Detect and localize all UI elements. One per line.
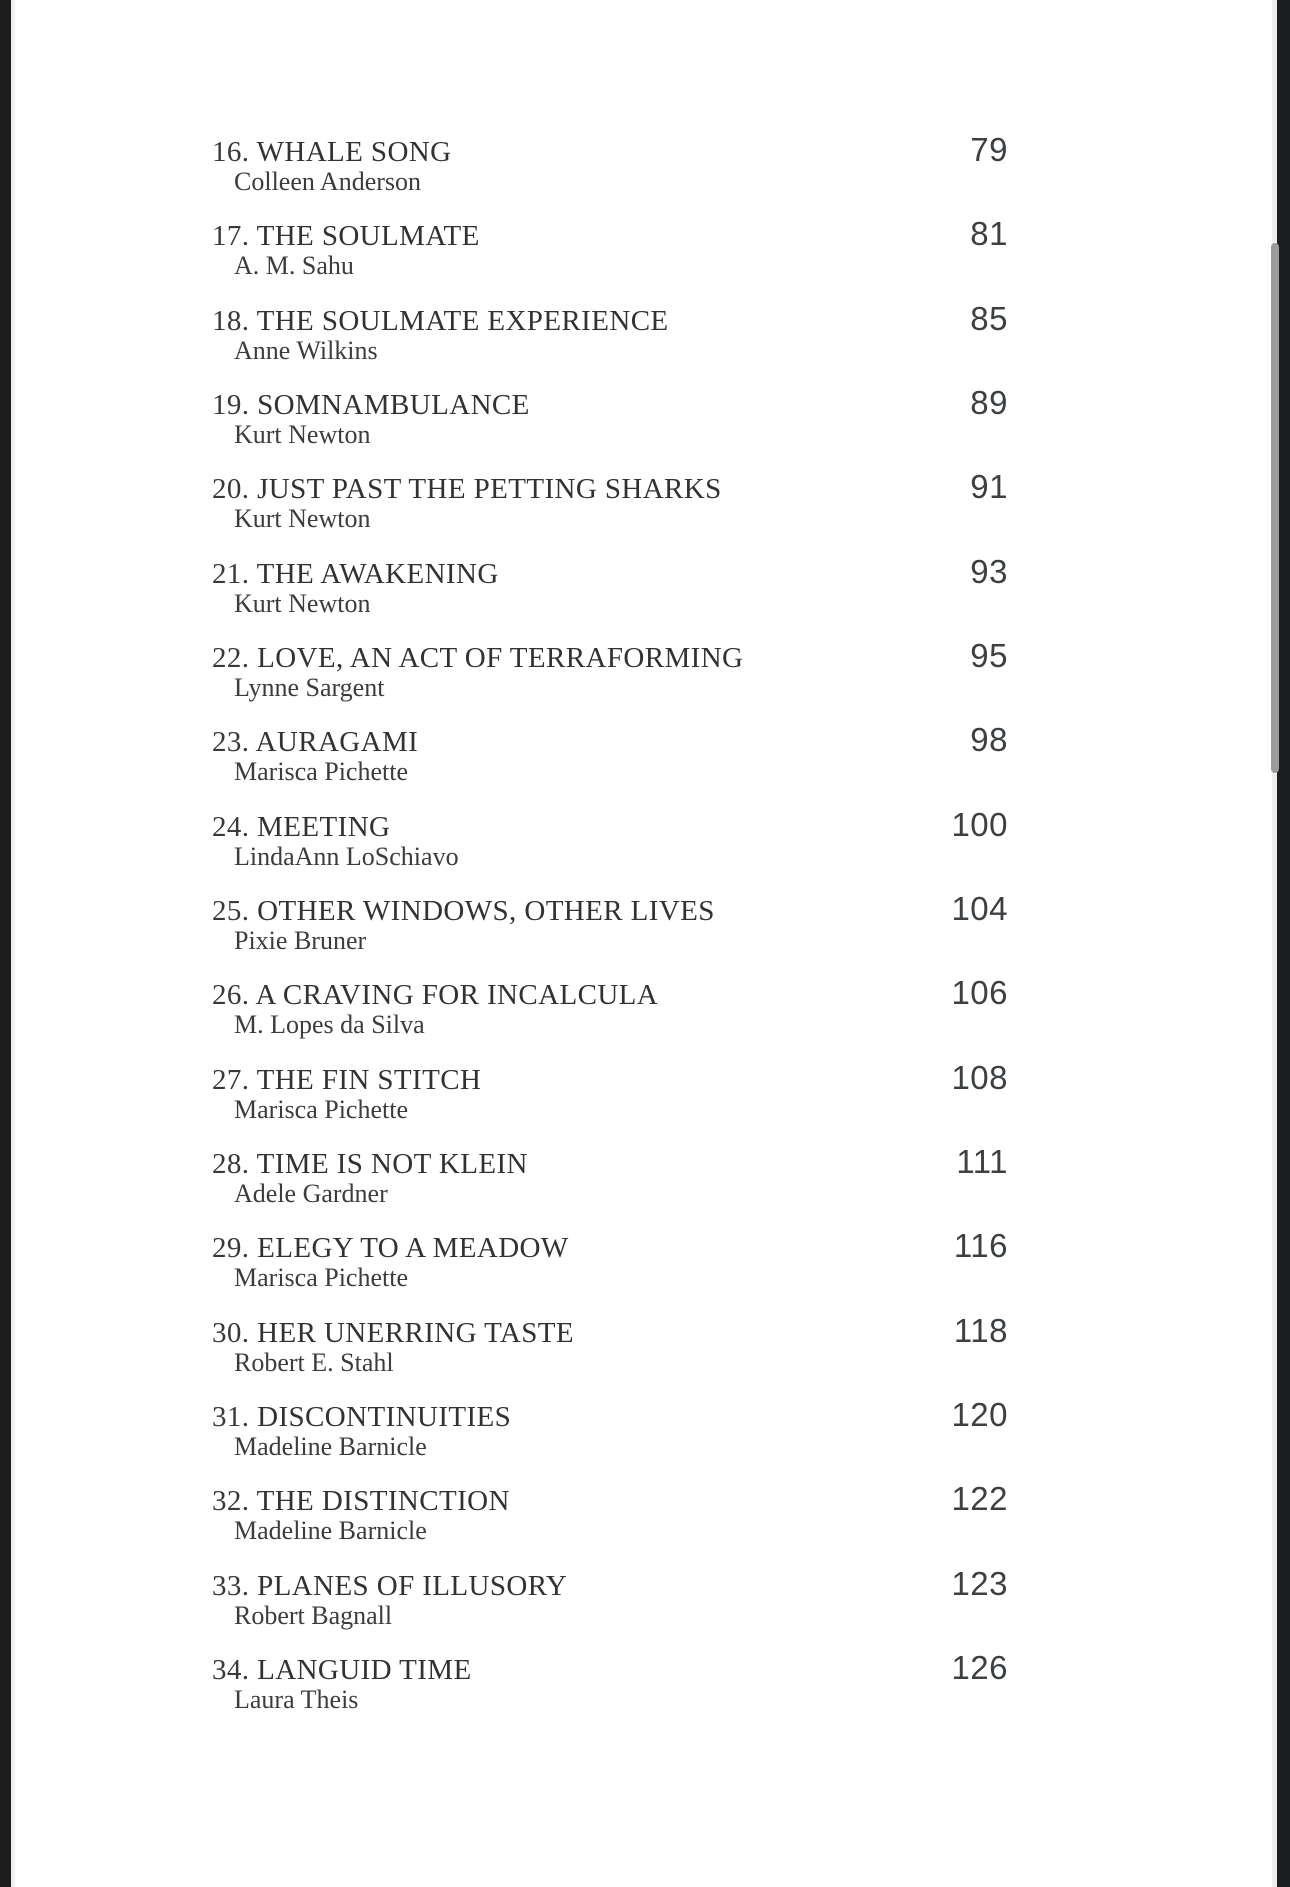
toc-entry[interactable] [0, 805, 1290, 894]
toc-entry[interactable] [0, 1395, 1290, 1484]
toc-entry-author: Madeline Barnicle [234, 1516, 427, 1546]
toc-entry[interactable] [0, 1480, 1290, 1568]
toc-entry-page-number: 85 [970, 299, 1008, 337]
toc-entry-author: Madeline Barnicle [234, 1431, 427, 1461]
toc-entry-author: Colleen Anderson [234, 167, 422, 196]
toc-entry-page-number: 111 [956, 1142, 1008, 1180]
toc-entry-title: JUST PAST THE PETTING SHARKS [257, 473, 722, 506]
toc-entry-heading [212, 1653, 472, 1687]
toc-entry-heading [212, 978, 658, 1012]
toc-entry-page-number: 91 [970, 468, 1008, 506]
toc-entry-title: PLANES OF ILLUSORY [257, 1569, 568, 1602]
scrollbar-thumb[interactable] [1271, 243, 1279, 773]
toc-entry-page-number: 106 [951, 974, 1008, 1012]
toc-entry[interactable] [0, 1648, 1290, 1737]
toc-entry-page-number: 89 [970, 383, 1008, 421]
toc-entry[interactable] [0, 215, 1290, 303]
toc-entry-title: LANGUID TIME [257, 1653, 472, 1686]
toc-entry-author: Kurt Newton [234, 504, 371, 534]
toc-entry-title: MEETING [257, 810, 391, 843]
toc-entry-heading [212, 1484, 510, 1518]
toc-entry-author: Marisca Pichette [234, 1263, 408, 1293]
toc-entry-number: 16. [212, 136, 250, 168]
toc-entry-page-number: 120 [951, 1395, 1008, 1433]
toc-entry-heading [212, 1316, 574, 1350]
toc-entry-number: 18. [212, 304, 250, 337]
toc-entry-title: SOMNAMBULANCE [257, 388, 530, 421]
toc-entry-author: Robert Bagnall [234, 1600, 393, 1630]
toc-entry-heading [212, 135, 452, 169]
toc-entry-title: THE FIN STITCH [256, 1063, 482, 1096]
toc-entry-title: THE SOULMATE EXPERIENCE [256, 304, 669, 337]
toc-entry-page-number: 123 [951, 1564, 1008, 1602]
toc-entry-heading [212, 894, 715, 928]
toc-entry-number: 24. [212, 810, 250, 843]
toc-entry-number: 34. [212, 1653, 250, 1686]
toc-entry-heading [212, 1063, 481, 1097]
toc-entry-title: ELEGY TO A MEADOW [257, 1232, 569, 1265]
toc-entry[interactable] [0, 552, 1290, 641]
toc-entry-author: M. Lopes da Silva [234, 1010, 425, 1040]
toc-entry-title: THE AWAKENING [256, 557, 499, 590]
toc-entry[interactable] [0, 721, 1290, 809]
toc-entry[interactable] [0, 974, 1290, 1062]
toc-entry-author: Marisca Pichette [234, 757, 408, 787]
toc-entry-number: 32. [212, 1485, 250, 1518]
toc-entry-title: AURAGAMI [255, 726, 419, 759]
toc-entry-heading [212, 1400, 511, 1434]
toc-entry[interactable] [0, 1564, 1290, 1653]
toc-entry-number: 27. [212, 1063, 250, 1096]
toc-entry-title: OTHER WINDOWS, OTHER LIVES [257, 894, 715, 927]
toc-entry-number: 28. [212, 1147, 250, 1180]
toc-entry-title: TIME IS NOT KLEIN [256, 1147, 528, 1180]
toc-entry-author: Lynne Sargent [234, 672, 385, 702]
toc-entry[interactable] [0, 468, 1290, 556]
toc-entry-author: Marisca Pichette [234, 1094, 408, 1124]
toc-entry[interactable] [0, 1142, 1290, 1231]
toc-entry-author: Laura Theis [234, 1684, 359, 1714]
toc-entry-page-number: 126 [951, 1648, 1008, 1686]
toc-entry[interactable] [0, 1227, 1290, 1315]
toc-entry-heading [212, 1569, 567, 1603]
toc-entry-author: Kurt Newton [234, 419, 371, 449]
toc-entry-heading [212, 1147, 528, 1181]
toc-entry-title: WHALE SONG [256, 136, 452, 168]
toc-entry-number: 31. [212, 1400, 250, 1433]
toc-entry[interactable] [0, 131, 1290, 219]
toc-entry-author: Adele Gardner [234, 1178, 388, 1208]
toc-entry[interactable] [0, 636, 1290, 725]
toc-entry-page-number: 104 [951, 889, 1008, 927]
toc-entry-page-number: 93 [970, 552, 1008, 590]
toc-entry-heading [212, 641, 743, 675]
toc-entry-page-number: 108 [951, 1058, 1008, 1096]
toc-entry-heading [212, 725, 418, 759]
toc-entry-page-number: 95 [970, 636, 1008, 674]
toc-entry-heading [212, 388, 530, 422]
toc-entry-number: 23. [212, 726, 250, 759]
toc-entry-author: Pixie Bruner [234, 925, 367, 955]
toc-entry-author: Robert E. Stahl [234, 1347, 394, 1377]
toc-entry-author: LindaAnn LoSchiavo [234, 841, 459, 871]
toc-entry-page-number: 118 [953, 1311, 1008, 1349]
toc-entry-heading [212, 472, 722, 506]
table-of-contents [0, 131, 1290, 1737]
toc-entry-title: A CRAVING FOR INCALCULA [255, 979, 659, 1012]
toc-entry-title: LOVE, AN ACT OF TERRAFORMING [257, 641, 744, 674]
toc-entry-title: THE SOULMATE [256, 220, 480, 253]
toc-entry-number: 20. [212, 473, 250, 506]
toc-entry[interactable] [0, 889, 1290, 978]
toc-entry-number: 30. [212, 1316, 250, 1349]
toc-entry-heading [212, 219, 480, 253]
toc-entry-number: 19. [212, 388, 250, 421]
toc-entry-number: 33. [212, 1569, 250, 1602]
toc-entry[interactable] [0, 1311, 1290, 1400]
left-bezel-bar [0, 0, 11, 1887]
toc-entry-number: 21. [212, 557, 250, 590]
toc-entry-heading [212, 304, 669, 338]
toc-entry-author: A. M. Sahu [234, 251, 354, 281]
toc-entry-page-number: 100 [951, 805, 1008, 843]
toc-entry-title: HER UNERRING TASTE [257, 1316, 575, 1349]
toc-entry-author: Kurt Newton [234, 588, 371, 618]
toc-entry-page-number: 81 [970, 215, 1008, 253]
toc-entry-number: 17. [212, 220, 250, 253]
toc-entry-page-number: 116 [953, 1227, 1008, 1265]
toc-entry-number: 26. [212, 979, 250, 1012]
toc-entry-author: Anne Wilkins [234, 335, 378, 365]
toc-entry-page-number: 79 [970, 131, 1008, 168]
toc-entry-page-number: 122 [951, 1480, 1008, 1518]
toc-entry[interactable] [0, 383, 1290, 472]
toc-entry-page-number: 98 [970, 721, 1008, 759]
toc-entry-number: 29. [212, 1232, 250, 1265]
toc-entry-title: DISCONTINUITIES [257, 1400, 512, 1433]
toc-entry[interactable] [0, 1058, 1290, 1147]
left-page-edge [11, 0, 15, 1887]
toc-entry-heading [212, 557, 499, 591]
toc-entry-heading [212, 810, 390, 844]
toc-entry-heading [212, 1231, 569, 1265]
toc-entry-title: THE DISTINCTION [256, 1485, 510, 1518]
toc-entry[interactable] [0, 299, 1290, 388]
toc-entry-number: 22. [212, 641, 250, 674]
toc-entry-number: 25. [212, 894, 250, 927]
